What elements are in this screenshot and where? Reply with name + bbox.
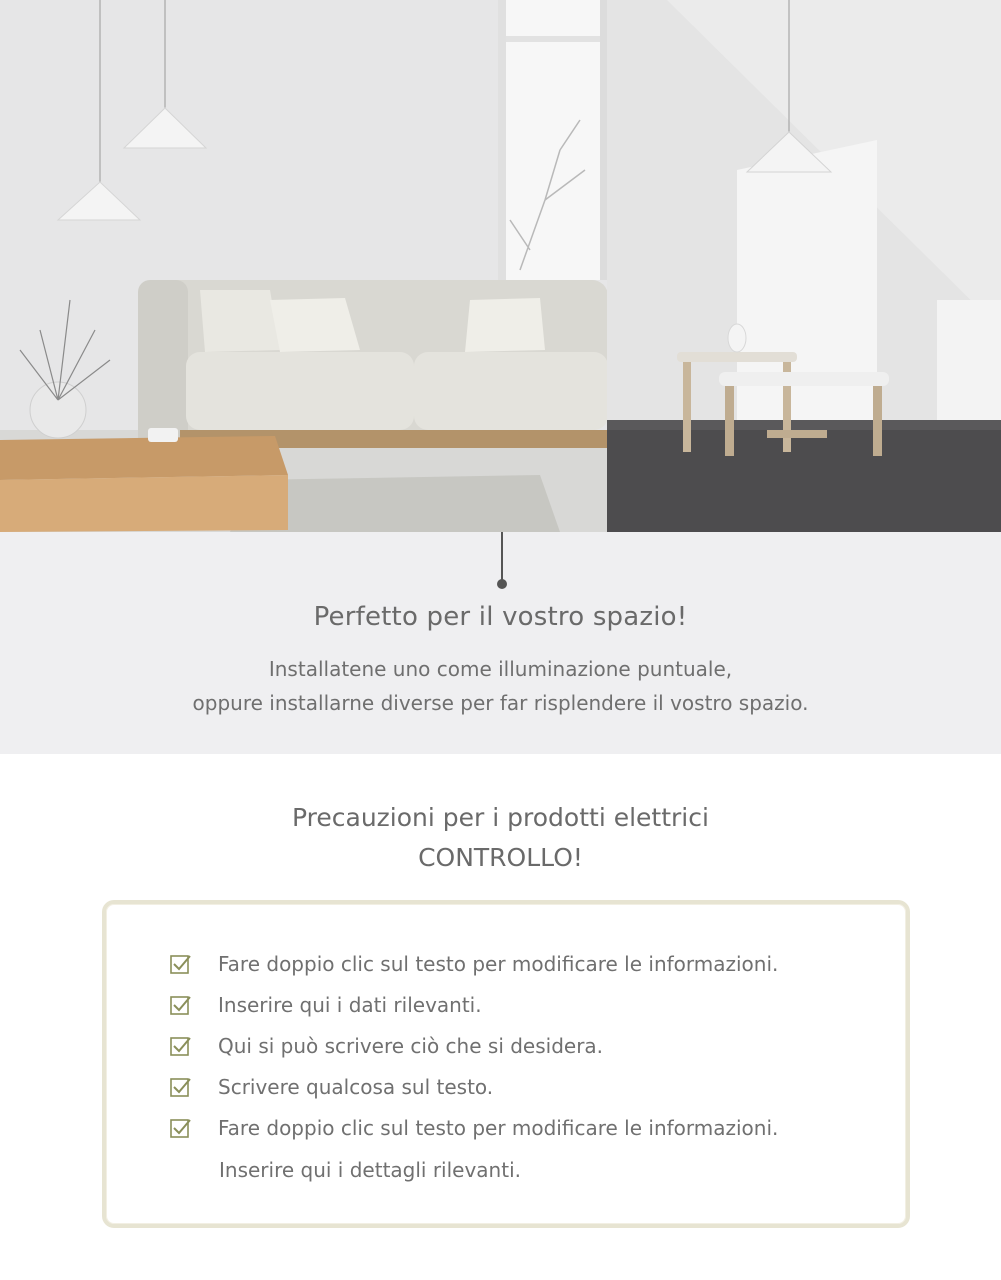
precautions-title: Precauzioni per i prodotti elettrici xyxy=(292,803,709,832)
promo-description xyxy=(0,652,1001,720)
promo-title: Perfetto per il vostro spazio! xyxy=(313,602,688,632)
checklist-item-text: Fare doppio clic sul testo per modificare le informazioni. xyxy=(218,952,779,976)
hero-images xyxy=(0,0,1001,532)
precautions-heading xyxy=(0,798,1001,878)
checklist-item xyxy=(170,1114,778,1155)
living-room-photo xyxy=(0,0,607,532)
checkbox-check-icon xyxy=(170,1035,192,1057)
checklist-item xyxy=(170,1073,778,1114)
promo-line-1: Installatene uno come illuminazione puntuale, xyxy=(268,657,733,681)
checkbox-check-icon xyxy=(170,1076,192,1098)
checklist-item-text: Qui si può scrivere ciò che si desidera. xyxy=(218,1034,604,1058)
checklist xyxy=(170,950,778,1155)
connector-line xyxy=(501,532,503,582)
promo-line-2: oppure installarne diverse per far risplendere il vostro spazio. xyxy=(192,691,809,715)
checklist-item xyxy=(170,1032,778,1073)
precautions-card xyxy=(102,900,910,1228)
checkbox-check-icon xyxy=(170,994,192,1016)
checklist-item-text: Inserire qui i dati rilevanti. xyxy=(218,993,482,1017)
checklist-item xyxy=(170,950,778,991)
connector-dot xyxy=(497,579,507,589)
checkbox-check-icon xyxy=(170,1117,192,1139)
side-table-photo xyxy=(607,0,1001,532)
checklist-item xyxy=(170,991,778,1032)
precautions-subtitle: CONTROLLO! xyxy=(418,843,583,872)
checkbox-check-icon xyxy=(170,953,192,975)
checklist-extra-line: Inserire qui i dettagli rilevanti. xyxy=(219,1158,521,1182)
checklist-item-text: Fare doppio clic sul testo per modificare le informazioni. xyxy=(218,1116,779,1140)
checklist-item-text: Scrivere qualcosa sul testo. xyxy=(218,1075,494,1099)
